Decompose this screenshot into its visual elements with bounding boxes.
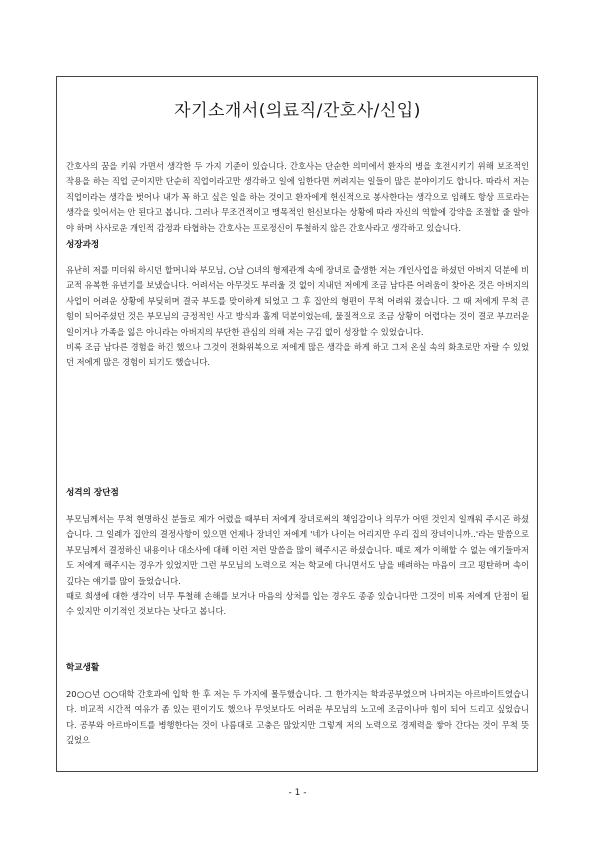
section-paragraph: 때로 희생에 대한 생각이 너무 투철해 손해를 보거나 마음의 상처를 입는 경우도 종종 있습니다만 그것이 비록 저에게 단점이 될 수 있지만 이기적인 것보다는 낫다고 봅니다. [66, 591, 529, 617]
intro-paragraph: 간호사의 꿈을 키워 가면서 생각한 두 가지 기준이 있습니다. 간호사는 단순한 의미에서 환자의 병을 호전시키기 위해 보조적인 작용을 하는 직업 군이지만 단순히 직업이라고만 생각하고 일에 임한다면 꺼려지는 일들이 많은 분야이기도 합니다. 따라서 저는 직업이라는 생각을 벗어나 내가 꼭 하고 싶은 일을 하는 것이고 환자에게 헌신적으로 봉사한다는 생각으로 임해도 항상 프로라는 생각을 잊어서는 안 된다고 봅니다. 그러나 무조건적이고 맹목적인 헌신보다는 상황에 따라 자신의 역할에 강약을 조절할 줄 알아야 하며 사사로운 개인적 감정과 타협하는 간호사는 프로정신이 투철하지 않은 간호사라고 생각하고 있습니다. [66, 161, 529, 233]
section-heading-school: 학교생활 [66, 663, 100, 673]
section-paragraph: 유난히 저를 미더워 하시던 할머니와 부모님, ○남 ○녀의 형제관계 속에 장녀로 출생한 저는 개인사업을 하셨던 아버지 덕분에 비교적 유복한 유년기를 보냈습니다. 어려서는 아무것도 부러울 것 없이 지내던 저에게 조금 남다른 어려움이 찾아온 것은 아버지의 사업이 어려운 상황에 부딪히며 결국 부도를 맞이하게 되었고 그 후 집안의 형편이 무척 어려워 졌습니다. 그 때 저에게 무척 큰 힘이 되어주셨던 것은 부모님의 긍정적인 사고 방식과 훌계 덕분이었는데, 물질적으로 조금 상황이 어렵다는 것이 결코 부끄러운 일이거나 가족을 잃은 아니라는 아버지의 부단한 관심의 의해 저는 구김 없이 성장할 수 있었습니다. [66, 265, 529, 337]
page-number: - 1 - [288, 788, 307, 798]
section-heading-growth: 성장과정 [66, 240, 100, 250]
section-body-growth [66, 263, 529, 371]
section-paragraph: 비록 조금 남다른 경험을 하긴 했으나 그것이 전화위복으로 저에게 많은 생각을 하게 하고 그저 온실 속의 화초로만 자랄 수 있었던 저에게 많은 경험이 되기도 했습니다. [66, 342, 529, 368]
document-title: 자기소개서(의료직/간호사/신입) [174, 101, 421, 121]
section-paragraph: 부모님께서는 무척 현명하신 분들로 제가 어렸을 때부터 저에게 장녀로써의 책임감이나 의무가 어떤 것인지 일깨워 주시곤 하셨습니다. 그 일례가 집안의 결정사항이 있으면 언제나 장녀인 저에게 '네가 나이는 어리지만 우리 집의 장녀이니까..'라는 말씀으로 부모님께서 결정하신 내용이나 대소사에 대해 이런 저런 말씀을 많이 해주시곤 하셨습니다. 때로 제가 이해할 수 없는 얘기들마저도 저에게 해주시는 경우가 있었지만 그런 부모님의 노력으로 저는 학교에 다니면서도 남을 배려하는 마음이 크고 평탄하며 속이 깊다는 얘기를 많이 들었습니다. [66, 514, 529, 586]
section-body-school [66, 687, 529, 749]
intro-section [66, 159, 529, 236]
section-body-personality [66, 512, 529, 620]
section-heading-personality: 성격의 장단점 [66, 488, 119, 498]
section-paragraph: 20○○년 ○○대학 간호과에 입학 한 후 저는 두 가지에 몰두했습니다. 그 한가지는 학과공부였으며 나머지는 아르바이트였습니다. 비교적 시간적 여유가 좀 있는 편이기도 했으나 무엇보다도 어려운 부모님의 노고에 조금이나마 힘이 되어 드리고 싶었습니다. 공부와 아르바이트를 병행한다는 것이 나름대로 고충은 많았지만 그렇게 저의 노력으로 경제력을 쌓아 간다는 것이 무척 뜻 깊었으 [66, 689, 529, 746]
